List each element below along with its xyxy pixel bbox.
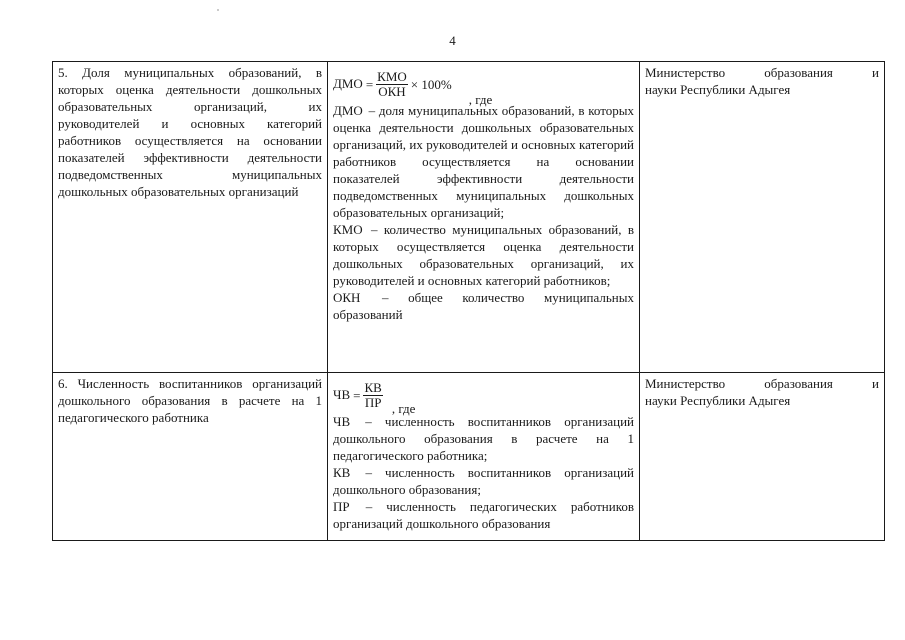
indicator-cell [53, 62, 328, 373]
scan-speck [217, 9, 219, 11]
formula-multiplier: × 100% [410, 76, 452, 92]
formula-cell [328, 62, 640, 373]
responsible-cell [640, 373, 885, 541]
formula-fraction [376, 70, 408, 99]
definition-text: – количество муниципальных образований, в которых осуществляется оценка деятельности дошкольных образовательных организаций, их руководителей и основных категорий работников; [333, 222, 634, 288]
formula-equals: = [365, 76, 374, 92]
table-row [53, 373, 885, 541]
formula-lhs: ДМО [333, 76, 363, 91]
definition [333, 413, 634, 464]
indicators-table [52, 61, 885, 541]
page-number: 4 [449, 33, 456, 48]
responsible-line: науки Республики Адыгея [645, 393, 791, 408]
definition-text: – численность воспитанников организаций дошкольного образования в расчете на 1 педагогического работника; [333, 414, 635, 463]
formula-numerator: КВ [364, 379, 382, 395]
formula-where: , где [391, 401, 416, 416]
definition-term: ДМО [333, 103, 363, 118]
definition [333, 221, 634, 289]
definition-term: КВ [333, 465, 351, 480]
definition-text: – доля муниципальных образований, в которых оценка деятельности дошкольных образовательных организаций, их руководителей и основных категорий работников осуществляется на основании показателей эффективности деятельности подведомственных муниципальных дошкольных образовательных организаций; [333, 103, 634, 220]
formula [333, 377, 634, 416]
definition-text: – численность педагогических работников организаций дошкольного образования [333, 499, 635, 531]
formula-lhs: ЧВ [333, 387, 351, 402]
definition-term: КМО [333, 222, 363, 237]
formula-cell [328, 373, 640, 541]
definition [333, 102, 634, 221]
indicator-text: 6. Численность воспитанников организаций дошкольного образования в расчете на 1 педагогического работника [58, 376, 322, 425]
definition [333, 498, 634, 532]
indicator-text: 5. Доля муниципальных образований, в которых оценка деятельности дошкольных образовательных организаций, их руководителей и основных категорий работников осуществляется на основании показателей эффективности деятельности подведомственных муниципальных дошкольных образовательных организаций [58, 65, 322, 199]
table-row [53, 62, 885, 373]
formula [333, 66, 634, 107]
definition-term: ЧВ [333, 414, 351, 429]
formula-where: , где [468, 92, 493, 107]
formula-denominator: ОКН [378, 83, 406, 99]
formula-denominator: ПР [364, 394, 382, 410]
responsible-cell [640, 62, 885, 373]
responsible-line: Министерство образования и [645, 376, 879, 391]
formula-equals: = [353, 387, 361, 403]
formula-numerator: КМО [377, 68, 407, 84]
definition [333, 464, 634, 498]
formula-fraction [363, 381, 382, 410]
responsible-line: науки Республики Адыгея [645, 82, 791, 97]
responsible-line: Министерство образования и [645, 65, 879, 80]
definition [333, 289, 634, 323]
definition-text: – общее количество муниципальных образований [333, 290, 634, 322]
indicator-cell [53, 373, 328, 541]
definition-term: ОКН [333, 290, 361, 305]
definition-text: – численность воспитанников организаций дошкольного образования; [333, 465, 635, 497]
definition-term: ПР [333, 499, 350, 514]
